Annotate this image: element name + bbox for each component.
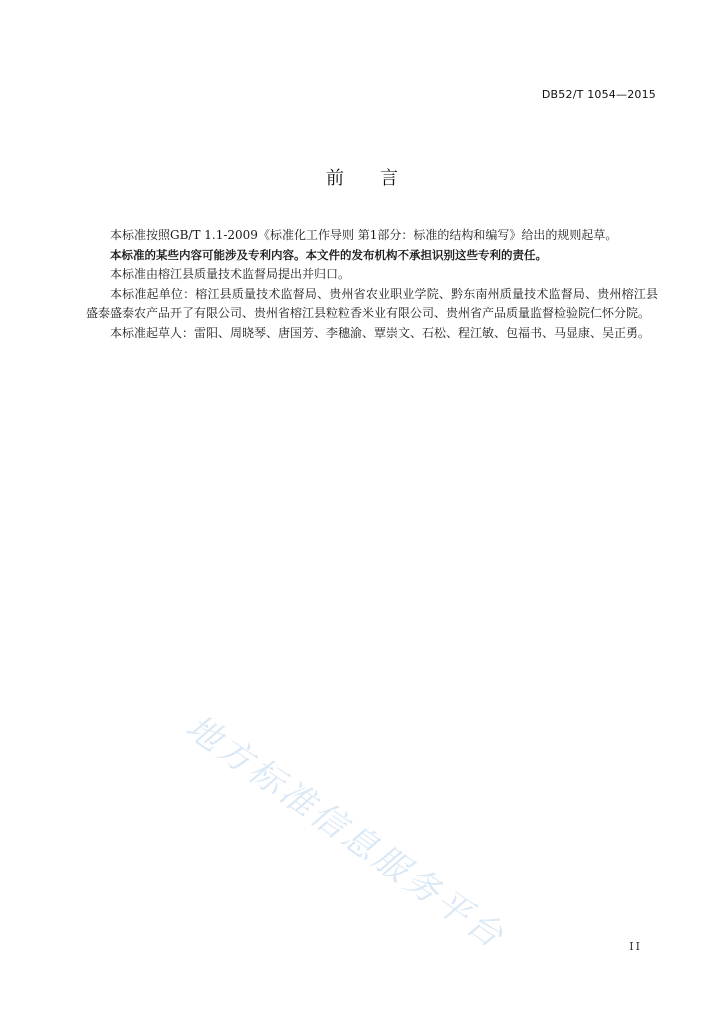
paragraph-proposer: 本标准由榕江县质量技术监督局提出并归口。 bbox=[110, 267, 351, 281]
preface-body bbox=[86, 226, 658, 343]
paragraph-drafting-units: 本标准起单位：榕江县质量技术监督局、贵州省农业职业学院、黔东南州质量技术监督局、贵州榕江县盛泰盛泰农产品开了有限公司、贵州省榕江县粒粒香米业有限公司、贵州省产品质量监督检验院仁怀分院。 bbox=[86, 286, 658, 320]
watermark: 地方标准信息服务平台 bbox=[178, 706, 513, 958]
page-number: II bbox=[629, 940, 642, 953]
document-code: DB52/T 1054—2015 bbox=[541, 88, 656, 101]
paragraph-patent-notice: 本标准的某些内容可能涉及专利内容。本文件的发布机构不承担识别这些专利的责任。 bbox=[110, 247, 547, 262]
paragraph-drafters: 本标准起草人：雷阳、周晓琴、唐国芳、李穗渝、覃崇文、石松、程江敏、包福书、马显康、吴正勇。 bbox=[110, 325, 651, 340]
paragraph-drafting-rules: 本标准按照GB/T 1.1-2009《标准化工作导则 第1部分：标准的结构和编写》给出的规则起草。 bbox=[110, 228, 618, 242]
section-title: 前言 bbox=[326, 168, 434, 189]
